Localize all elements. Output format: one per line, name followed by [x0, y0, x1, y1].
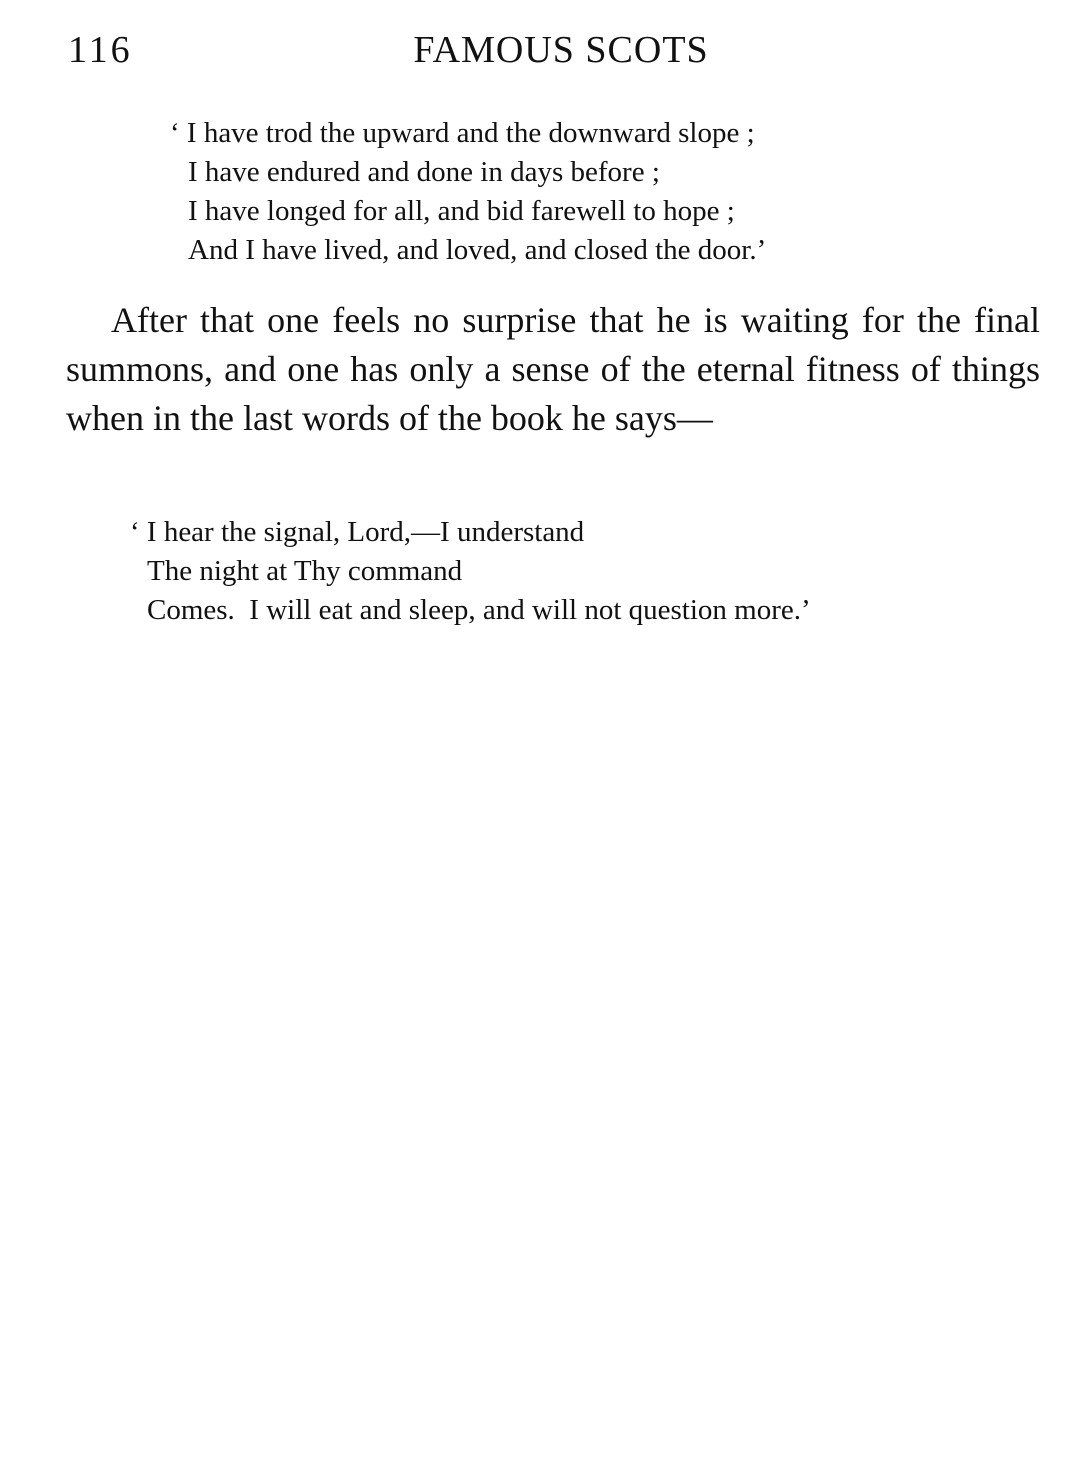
verse-line: ‘ I have trod the upward and the downward slope ; — [170, 117, 755, 149]
page-number: 116 — [68, 29, 133, 71]
running-title: FAMOUS SCOTS — [413, 29, 709, 71]
verse-line: And I have lived, and loved, and closed the door.’ — [188, 234, 767, 266]
body-paragraph: After that one feels no surprise that he is waiting for the final summons, and one has only a sense of the eternal fitness of things when in the last words of the book he says— — [66, 300, 1040, 438]
verse-quotation-1 — [170, 114, 766, 270]
verse-line: Comes. I will eat and sleep, and will not question more.’ — [147, 594, 811, 626]
verse-line: ‘ I hear the signal, Lord,—I understand — [130, 516, 585, 548]
verse-line: The night at Thy command — [147, 555, 463, 587]
verse-quotation-2 — [130, 513, 811, 630]
verse-line: I have longed for all, and bid farewell to hope ; — [188, 195, 735, 227]
verse-line: I have endured and done in days before ; — [188, 156, 660, 188]
